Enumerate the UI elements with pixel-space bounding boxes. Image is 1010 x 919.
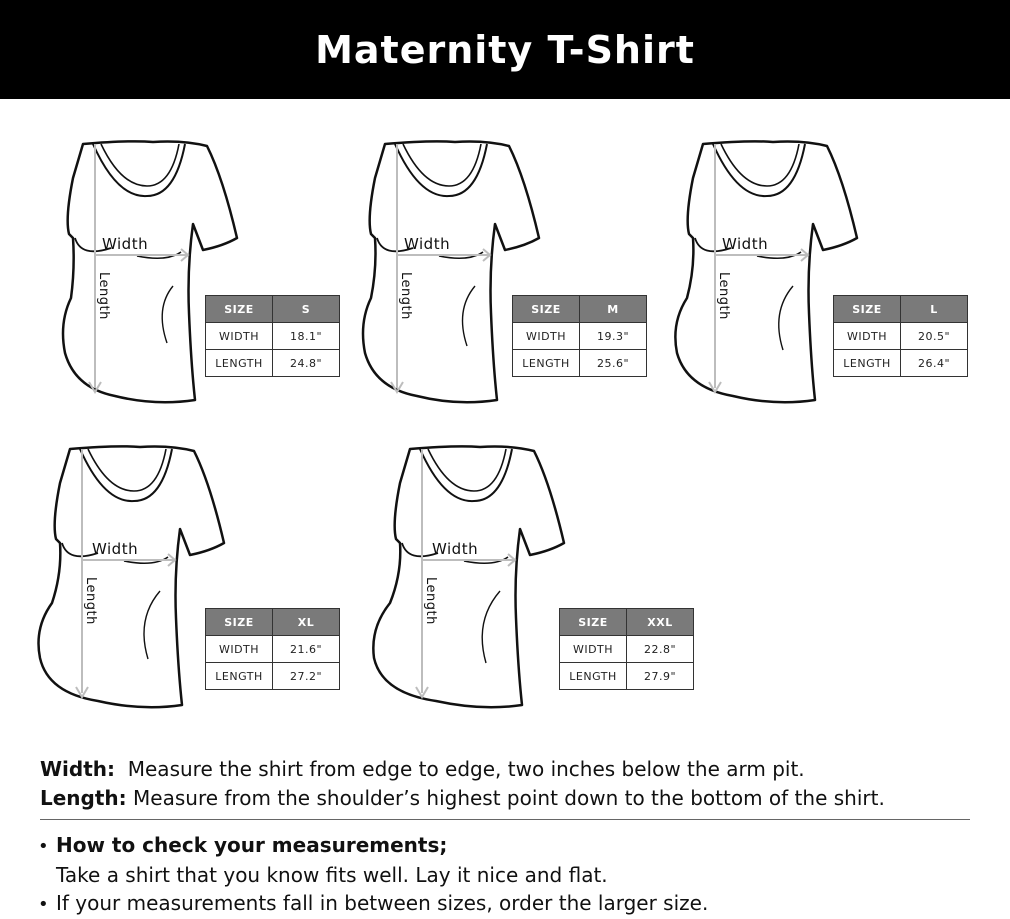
size-table-xxl bbox=[559, 608, 694, 690]
width-value: 19.3" bbox=[580, 323, 647, 350]
tips-heading: How to check your measurements; bbox=[56, 833, 448, 857]
width-definition bbox=[40, 755, 980, 784]
width-label: Width bbox=[102, 235, 149, 253]
width-row-label: WIDTH bbox=[513, 323, 580, 350]
length-label: Length bbox=[96, 272, 111, 320]
size-table-s bbox=[205, 295, 340, 377]
length-row-label: LENGTH bbox=[560, 663, 627, 690]
shirt-diagram-xxl bbox=[382, 443, 572, 723]
bullet-icon: • bbox=[38, 894, 49, 915]
tip-text-2: If your measurements fall in between sizes, order the larger size. bbox=[56, 891, 709, 915]
length-row-label: LENGTH bbox=[206, 350, 273, 377]
tip-text-1: Take a shirt that you know fits well. Lay it nice and flat. bbox=[56, 863, 608, 887]
size-value: XXL bbox=[627, 609, 694, 636]
width-row-label: WIDTH bbox=[206, 323, 273, 350]
measurement-definitions bbox=[40, 755, 980, 813]
divider bbox=[40, 819, 970, 820]
length-value: 27.2" bbox=[273, 663, 340, 690]
tips-list bbox=[38, 831, 988, 919]
length-value: 24.8" bbox=[273, 350, 340, 377]
length-definition bbox=[40, 784, 980, 813]
width-value: 22.8" bbox=[627, 636, 694, 663]
width-value: 18.1" bbox=[273, 323, 340, 350]
bullet-icon: • bbox=[38, 836, 49, 857]
length-row-label: LENGTH bbox=[834, 350, 901, 377]
size-value: XL bbox=[273, 609, 340, 636]
size-header: SIZE bbox=[834, 296, 901, 323]
tip-line bbox=[38, 861, 988, 889]
length-description: Measure from the shoulder’s highest point down to the bottom of the shirt. bbox=[133, 786, 885, 810]
size-table-m bbox=[512, 295, 647, 377]
size-header: SIZE bbox=[560, 609, 627, 636]
length-label: Length bbox=[423, 577, 438, 625]
width-row-label: WIDTH bbox=[834, 323, 901, 350]
width-value: 20.5" bbox=[901, 323, 968, 350]
width-label: Width bbox=[404, 235, 451, 253]
length-term: Length: bbox=[40, 786, 127, 810]
width-label: Width bbox=[92, 540, 139, 558]
size-value: S bbox=[273, 296, 340, 323]
length-value: 27.9" bbox=[627, 663, 694, 690]
width-label: Width bbox=[432, 540, 479, 558]
width-row-label: WIDTH bbox=[560, 636, 627, 663]
tip-item bbox=[38, 889, 988, 919]
size-value: L bbox=[901, 296, 968, 323]
width-value: 21.6" bbox=[273, 636, 340, 663]
length-row-label: LENGTH bbox=[206, 663, 273, 690]
size-header: SIZE bbox=[206, 609, 273, 636]
size-table-xl bbox=[205, 608, 340, 690]
length-label: Length bbox=[83, 577, 98, 625]
page-title: Maternity T-Shirt bbox=[315, 27, 695, 72]
length-row-label: LENGTH bbox=[513, 350, 580, 377]
width-row-label: WIDTH bbox=[206, 636, 273, 663]
tshirt-outline-icon bbox=[42, 443, 232, 713]
length-label: Length bbox=[398, 272, 413, 320]
tip-heading-item bbox=[38, 831, 988, 861]
width-description: Measure the shirt from edge to edge, two inches below the arm pit. bbox=[127, 757, 805, 781]
size-value: M bbox=[580, 296, 647, 323]
length-value: 26.4" bbox=[901, 350, 968, 377]
size-header: SIZE bbox=[513, 296, 580, 323]
width-label: Width bbox=[722, 235, 769, 253]
size-header: SIZE bbox=[206, 296, 273, 323]
length-value: 25.6" bbox=[580, 350, 647, 377]
tshirt-outline-icon bbox=[382, 443, 572, 713]
header-bar bbox=[0, 0, 1010, 99]
shirt-diagram-xl bbox=[42, 443, 232, 723]
width-term: Width: bbox=[40, 757, 116, 781]
size-table-l bbox=[833, 295, 968, 377]
length-label: Length bbox=[716, 272, 731, 320]
